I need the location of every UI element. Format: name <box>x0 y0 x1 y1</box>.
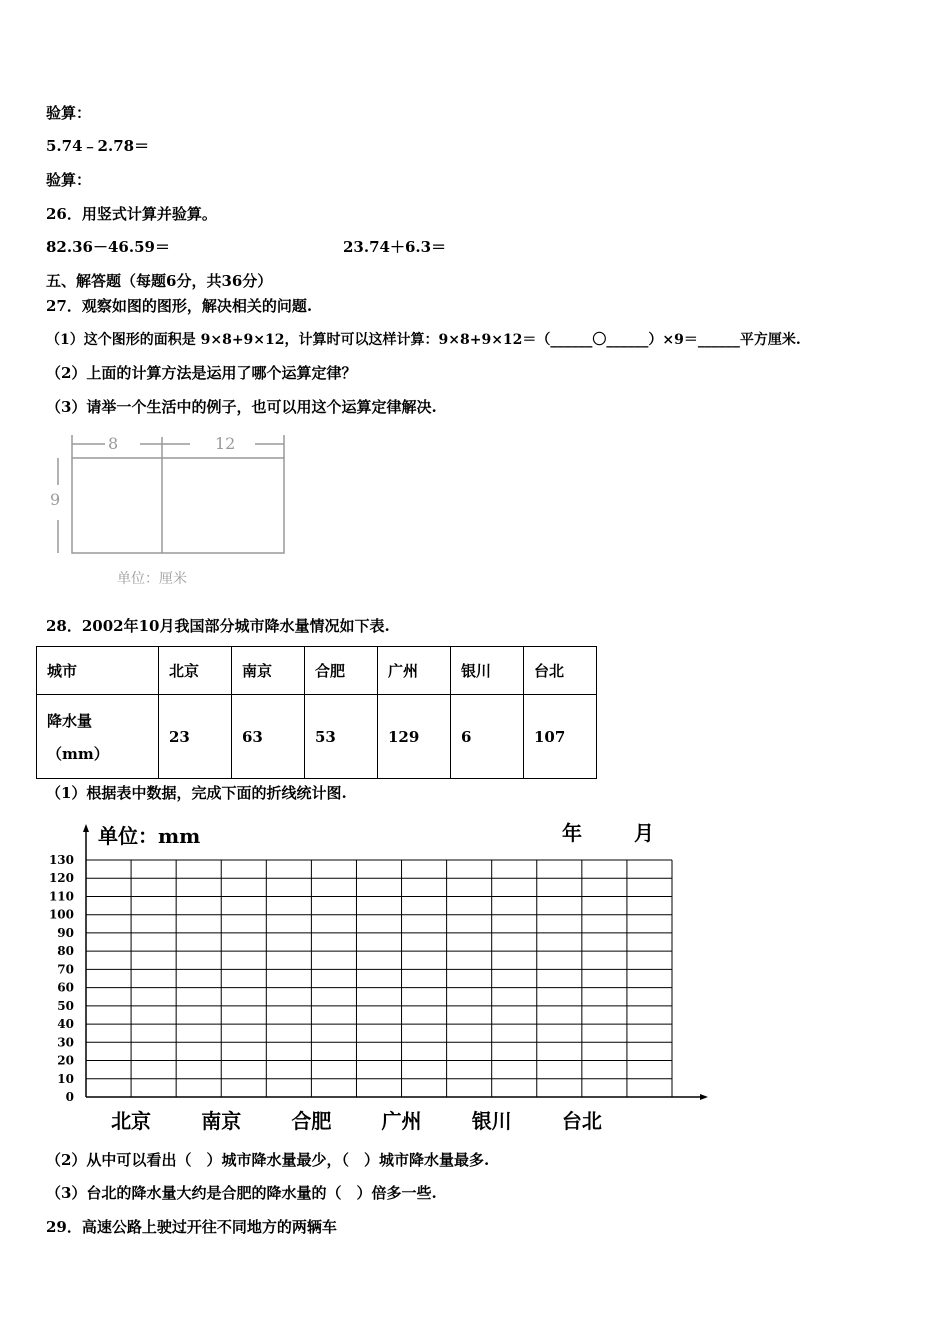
y-tick-label: 60 <box>57 980 74 995</box>
unit-label: 单位：厘米 <box>117 571 187 587</box>
city-cell: 北京 <box>159 647 232 695</box>
y-tick-label: 130 <box>48 853 74 867</box>
y-tick-label: 30 <box>57 1035 74 1050</box>
expression: 23.74＋6.3＝ <box>343 238 447 256</box>
check-label: 验算： <box>46 104 92 122</box>
y-tick-label: 0 <box>65 1090 74 1104</box>
x-category-label: 银川 <box>471 1109 512 1133</box>
question-28-part-3: （3）台北的降水量大约是合肥的降水量的（ ）倍多一些. <box>46 1184 437 1202</box>
value-cell: 6 <box>451 695 524 779</box>
question-26: 26．用竖式计算并验算。 <box>46 205 217 223</box>
value-cell: 129 <box>378 695 451 779</box>
question-27: 27．观察如图的图形，解决相关的问题. <box>46 297 313 315</box>
question-27-part-2: （2）上面的计算方法是运用了哪个运算定律？ <box>46 364 357 382</box>
city-cell: 台北 <box>524 647 597 695</box>
y-tick-label: 80 <box>57 944 74 959</box>
question-28-part-2: （2）从中可以看出（ ）城市降水量最少，（ ）城市降水量最多. <box>46 1151 490 1169</box>
y-tick-label: 110 <box>48 889 74 904</box>
city-cell: 银川 <box>451 647 524 695</box>
x-category-label: 台北 <box>561 1109 602 1133</box>
year-label: 年 <box>562 821 582 845</box>
value-cell: 53 <box>305 695 378 779</box>
y-tick-label: 20 <box>57 1053 74 1068</box>
check-label: 验算： <box>46 171 92 189</box>
y-tick-label: 120 <box>48 871 74 886</box>
city-cell: 广州 <box>378 647 451 695</box>
value-cell: 23 <box>159 695 232 779</box>
y-tick-label: 90 <box>57 925 74 940</box>
value-cell: 107 <box>524 695 597 779</box>
header-cell: 城市 <box>37 647 159 695</box>
value-cell: 63 <box>232 695 305 779</box>
question-28-part-1: （1）根据表中数据，完成下面的折线统计图. <box>46 784 347 802</box>
x-category-label: 北京 <box>111 1109 152 1133</box>
x-category-label: 南京 <box>201 1109 242 1133</box>
row-unit: （mm） <box>47 744 109 763</box>
width-label: 8 <box>108 434 119 453</box>
month-label: 月 <box>634 821 654 845</box>
y-tick-label: 50 <box>57 998 74 1013</box>
row-label: 降水量 <box>47 711 93 730</box>
y-tick-label: 100 <box>48 907 74 922</box>
question-28: 28．2002年10月我国部分城市降水量情况如下表. <box>46 617 390 635</box>
city-cell: 合肥 <box>305 647 378 695</box>
question-27-part-3: （3）请举一个生活中的例子，也可以用这个运算定律解决. <box>46 398 437 416</box>
question-29: 29．高速公路上驶过开往不同地方的两辆车 <box>46 1218 337 1236</box>
expression: 5.74﹣2.78＝ <box>46 137 150 155</box>
x-axis-arrow <box>700 1094 708 1100</box>
y-tick-label: 40 <box>57 1017 74 1032</box>
y-tick-label: 10 <box>57 1071 74 1086</box>
x-category-label: 合肥 <box>291 1109 332 1133</box>
question-27-part-1: （1）这个图形的面积是 9×8+9×12，计算时可以这样计算：9×8+9×12＝（______〇______）×9＝______平方厘米. <box>46 332 801 348</box>
y-axis-arrow <box>83 824 89 832</box>
y-tick-label: 70 <box>57 962 74 977</box>
section-heading: 五、解答题（每题6分，共36分） <box>46 272 273 290</box>
width-label: 12 <box>215 434 236 453</box>
expression: 82.36－46.59＝ <box>46 238 170 256</box>
x-category-label: 广州 <box>381 1109 422 1133</box>
city-cell: 南京 <box>232 647 305 695</box>
height-label: 9 <box>50 490 61 509</box>
unit-label: 单位：mm <box>98 824 201 848</box>
